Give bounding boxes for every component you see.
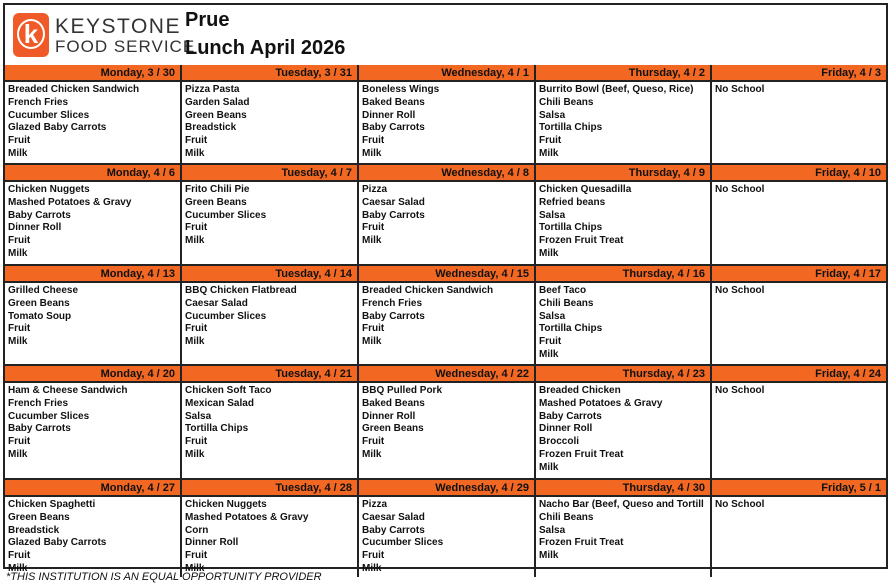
day-cell [182,266,359,364]
menu-item-list [5,182,180,261]
day-date-header: Tuesday, 3 / 31 [182,65,357,82]
menu-item-list [5,497,180,576]
menu-item: Green Beans [8,511,70,523]
menu-item: Fruit [185,436,208,448]
menu-item: Cucumber Slices [8,109,90,121]
day-cell [712,266,886,364]
calendar-header [5,5,886,67]
menu-item: Fruit [185,323,208,335]
menu-grid [5,65,886,577]
menu-item: No School [715,84,765,95]
menu-item-list [536,383,710,475]
menu-item: Milk [362,336,382,348]
menu-item-list [712,497,886,512]
menu-item: Milk [185,235,205,247]
menu-item: Milk [539,247,559,259]
menu-item: Refried beans [539,196,606,208]
menu-item: Frozen Fruit Treat [539,448,624,460]
menu-item: Salsa [539,524,566,536]
menu-item: Milk [8,562,28,574]
menu-item: Green Beans [185,109,247,121]
menu-item: Cucumber Slices [185,209,267,221]
day-date-header: Monday, 4 / 27 [5,480,180,497]
menu-item-list [5,283,180,349]
menu-item: Breaded Chicken [539,385,621,396]
menu-item: Milk [362,448,382,460]
menu-item: No School [715,499,765,510]
menu-item: Milk [185,448,205,460]
menu-item: Breaded Chicken Sandwich [362,285,494,296]
day-date-header: Friday, 4 / 17 [712,266,886,283]
keystone-logo [13,13,196,57]
menu-item: French Fries [8,397,69,409]
day-date-header: Tuesday, 4 / 28 [182,480,357,497]
menu-item: Cucumber Slices [8,410,90,422]
menu-item: Milk [185,336,205,348]
menu-item: Baby Carrots [362,524,425,536]
day-date-header: Monday, 4 / 20 [5,366,180,383]
day-cell [536,165,712,264]
menu-item: Baby Carrots [8,423,71,435]
logo-text-food-service: FOOD SERVICE [55,37,196,56]
menu-item: Mashed Potatoes & Gravy [539,397,663,409]
menu-item: Fruit [185,135,208,147]
menu-item: Milk [8,336,28,348]
menu-item: Frito Chili Pie [185,184,250,195]
menu-item: Chili Beans [539,96,594,108]
menu-item: Tortilla Chips [539,122,603,134]
footer-note: *THIS INSTITUTION IS AN EQUAL OPPORTUNITY PROVIDER [6,571,322,583]
day-date-header: Thursday, 4 / 23 [536,366,710,383]
day-cell [359,266,536,364]
menu-item-list [359,82,534,161]
day-cell [712,480,886,577]
menu-item: Ham & Cheese Sandwich [8,385,128,396]
menu-item: Milk [8,147,28,159]
day-date-header: Thursday, 4 / 30 [536,480,710,497]
menu-item: Fruit [8,323,31,335]
week-row [5,165,886,266]
logo-letter: k [23,19,39,49]
day-date-header: Friday, 5 / 1 [712,480,886,497]
day-cell [5,266,182,364]
menu-item: Cucumber Slices [185,310,267,322]
menu-item: Baby Carrots [8,209,71,221]
menu-item: Chili Beans [539,511,594,523]
menu-item: Dinner Roll [539,423,593,435]
day-date-header: Wednesday, 4 / 1 [359,65,534,82]
menu-item: Pizza [362,184,388,195]
day-date-header: Wednesday, 4 / 8 [359,165,534,182]
day-date-header: Wednesday, 4 / 22 [359,366,534,383]
menu-item-list [712,82,886,97]
menu-item: Tomato Soup [8,310,72,322]
menu-item: Garden Salad [185,96,250,108]
menu-item: Breaded Chicken Sandwich [8,84,140,95]
menu-item: Tortilla Chips [539,222,603,234]
menu-item: Fruit [8,135,31,147]
menu-item: Glazed Baby Carrots [8,122,107,134]
week-row [5,266,886,366]
week-row [5,480,886,577]
school-name: Prue [185,9,230,31]
menu-item: Burrito Bowl (Beef, Queso, Rice) [539,84,694,95]
menu-item: Mexican Salad [185,397,254,409]
menu-item: French Fries [362,297,423,309]
day-cell [5,65,182,163]
menu-item: Milk [362,562,382,574]
menu-item: Baby Carrots [362,209,425,221]
menu-item: Green Beans [8,297,70,309]
day-cell [536,266,712,364]
day-cell [359,366,536,478]
menu-item-list [182,82,357,161]
menu-item: Green Beans [362,423,424,435]
day-date-header: Friday, 4 / 24 [712,366,886,383]
menu-item: Dinner Roll [8,222,62,234]
menu-item: Pizza Pasta [185,84,240,95]
menu-item: Baked Beans [362,397,425,409]
day-date-header: Thursday, 4 / 9 [536,165,710,182]
menu-item: Fruit [362,323,385,335]
menu-item: Milk [8,448,28,460]
menu-item: Fruit [185,550,208,562]
menu-item: Mashed Potatoes & Gravy [185,511,309,523]
day-date-header: Wednesday, 4 / 15 [359,266,534,283]
menu-item: Fruit [185,222,208,234]
menu-item-list [5,82,180,161]
menu-item: Fruit [539,336,562,348]
menu-item: Fruit [362,222,385,234]
menu-title: Lunch April 2026 [185,37,346,59]
menu-item: Broccoli [539,436,580,448]
day-date-header: Friday, 4 / 3 [712,65,886,82]
menu-item: Boneless Wings [362,84,440,95]
menu-item: Chicken Spaghetti [8,499,96,510]
menu-item-list [536,182,710,261]
day-cell [5,366,182,478]
menu-item: Baby Carrots [362,310,425,322]
menu-item: No School [715,385,765,396]
menu-item: Beef Taco [539,285,587,296]
menu-item: Grilled Cheese [8,285,79,296]
menu-item: BBQ Chicken Flatbread [185,285,297,296]
day-cell [536,480,712,577]
menu-item-list [182,497,357,576]
menu-item: Milk [539,348,559,360]
day-cell [712,165,886,264]
menu-item: Salsa [539,209,566,221]
menu-item: Milk [362,235,382,247]
day-date-header: Monday, 3 / 30 [5,65,180,82]
menu-item-list [182,182,357,248]
menu-item: Chicken Soft Taco [185,385,272,396]
menu-item: Cucumber Slices [362,537,444,549]
menu-item: Pizza [362,499,388,510]
menu-item: Fruit [539,135,562,147]
menu-item: Milk [539,550,559,562]
menu-item: Fruit [362,436,385,448]
menu-item: No School [715,184,765,195]
day-cell [359,165,536,264]
menu-item: Dinner Roll [362,410,416,422]
menu-item: Dinner Roll [362,109,416,121]
menu-item: Frozen Fruit Treat [539,235,624,247]
menu-item: Caesar Salad [185,297,248,309]
menu-item: Caesar Salad [362,511,425,523]
menu-item: No School [715,285,765,296]
logo-text-keystone: KEYSTONE [55,15,181,38]
menu-item: Fruit [8,436,31,448]
day-cell [712,366,886,478]
day-date-header: Tuesday, 4 / 14 [182,266,357,283]
menu-item-list [536,497,710,563]
day-date-header: Thursday, 4 / 2 [536,65,710,82]
menu-item-list [359,283,534,349]
week-row [5,65,886,165]
menu-item: Baby Carrots [539,410,602,422]
day-date-header: Monday, 4 / 13 [5,266,180,283]
menu-item: Chicken Nuggets [8,184,90,195]
menu-item: Fruit [362,550,385,562]
menu-item: BBQ Pulled Pork [362,385,443,396]
day-cell [536,65,712,163]
menu-item: Baked Beans [362,96,425,108]
menu-item: Chicken Quesadilla [539,184,632,195]
menu-item-list [182,283,357,349]
menu-item-list [359,182,534,248]
menu-item: Tortilla Chips [539,323,603,335]
menu-item: Salsa [539,109,566,121]
menu-item: Baby Carrots [362,122,425,134]
logo-badge-icon [13,13,49,57]
day-cell [182,366,359,478]
menu-item: Milk [362,147,382,159]
menu-item-list [359,383,534,462]
menu-item: Milk [539,461,559,473]
day-date-header: Tuesday, 4 / 7 [182,165,357,182]
menu-item: Fruit [362,135,385,147]
day-cell [536,366,712,478]
menu-item: Milk [185,147,205,159]
day-cell [359,65,536,163]
menu-item-list [359,497,534,576]
week-row [5,366,886,480]
menu-item: Breadstick [185,122,237,134]
day-cell [5,480,182,577]
menu-item-list [712,283,886,298]
day-cell [182,165,359,264]
menu-item: Caesar Salad [362,196,425,208]
menu-item: Glazed Baby Carrots [8,537,107,549]
menu-item: Salsa [185,410,212,422]
day-date-header: Thursday, 4 / 16 [536,266,710,283]
menu-calendar [3,3,888,574]
menu-item: Chicken Nuggets [185,499,267,510]
menu-item: Nacho Bar (Beef, Queso and Tortill [539,499,704,510]
day-date-header: Monday, 4 / 6 [5,165,180,182]
day-cell [712,65,886,163]
day-date-header: Wednesday, 4 / 29 [359,480,534,497]
menu-item: Green Beans [185,196,247,208]
menu-item-list [182,383,357,462]
menu-item-list [712,383,886,398]
menu-item-list [712,182,886,197]
menu-item: Milk [185,562,205,574]
menu-item-list [5,383,180,462]
day-cell [5,165,182,264]
menu-item: Mashed Potatoes & Gravy [8,196,132,208]
menu-item: Tortilla Chips [185,423,249,435]
menu-item: French Fries [8,96,69,108]
menu-item: Milk [539,147,559,159]
day-date-header: Tuesday, 4 / 21 [182,366,357,383]
day-cell [182,480,359,577]
day-cell [182,65,359,163]
menu-item: Corn [185,524,209,536]
menu-item: Breadstick [8,524,60,536]
menu-item: Chili Beans [539,297,594,309]
menu-item: Fruit [8,550,31,562]
day-cell [359,480,536,577]
menu-item: Fruit [8,235,31,247]
menu-item-list [536,283,710,362]
menu-item: Milk [8,247,28,259]
day-date-header: Friday, 4 / 10 [712,165,886,182]
menu-item: Frozen Fruit Treat [539,537,624,549]
menu-item: Salsa [539,310,566,322]
menu-item-list [536,82,710,161]
menu-item: Dinner Roll [185,537,239,549]
